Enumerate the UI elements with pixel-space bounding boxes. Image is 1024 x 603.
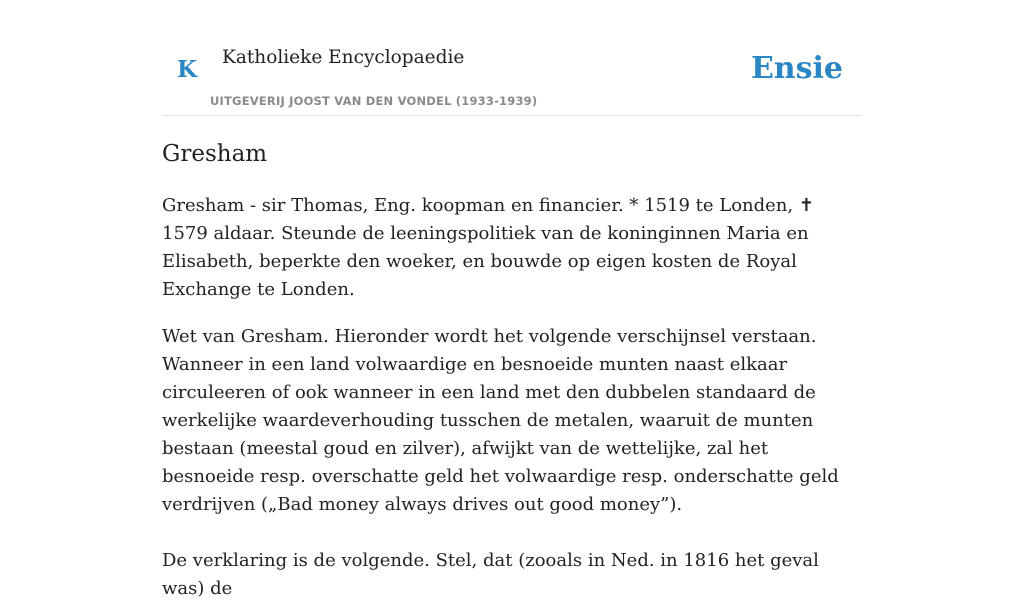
site-title[interactable]: Katholieke Encyclopaedie bbox=[222, 47, 465, 68]
paragraph-law-of-gresham: Wet van Gresham. Hieronder wordt het volgende verschijnsel verstaan. Wanneer in een land volwaardige en besnoeide munten naast elkaar circuleeren of ook wanneer in een land met den dubbelen standaard de werkelijke waardeverhouding tusschen de metalen, waaruit de munten bestaan (meestal goud en zilver), afwijkt van de wettelijke, zal het besnoeide resp. overschatte geld het volwaardige resp. onderschatte geld verdrijven („Bad money always drives out good money”). bbox=[162, 326, 839, 515]
paragraph-explanation: De verklaring is de volgende. Stel, dat (zooals in Ned. in 1816 het geval was) de bbox=[162, 550, 819, 599]
ensie-brand-logo[interactable]: Ensie bbox=[750, 51, 843, 86]
page bbox=[162, 0, 862, 599]
site-header bbox=[162, 0, 862, 116]
paragraph-biography: Gresham - sir Thomas, Eng. koopman en financier. * 1519 te Londen, ✝ 1579 aldaar. Steunde de leeningspolitiek van de koninginnen Maria en Elisabeth, beperkte den woeker, en bouwde op eigen kosten de Royal Exchange te Londen. bbox=[162, 195, 814, 300]
entry-title: Gresham bbox=[162, 141, 268, 167]
publisher-subtitle: UITGEVERIJ JOOST VAN DEN VONDEL (1933-1939) bbox=[210, 94, 538, 108]
entry-article bbox=[162, 192, 862, 603]
encyclopedia-logo[interactable]: K bbox=[177, 56, 197, 83]
